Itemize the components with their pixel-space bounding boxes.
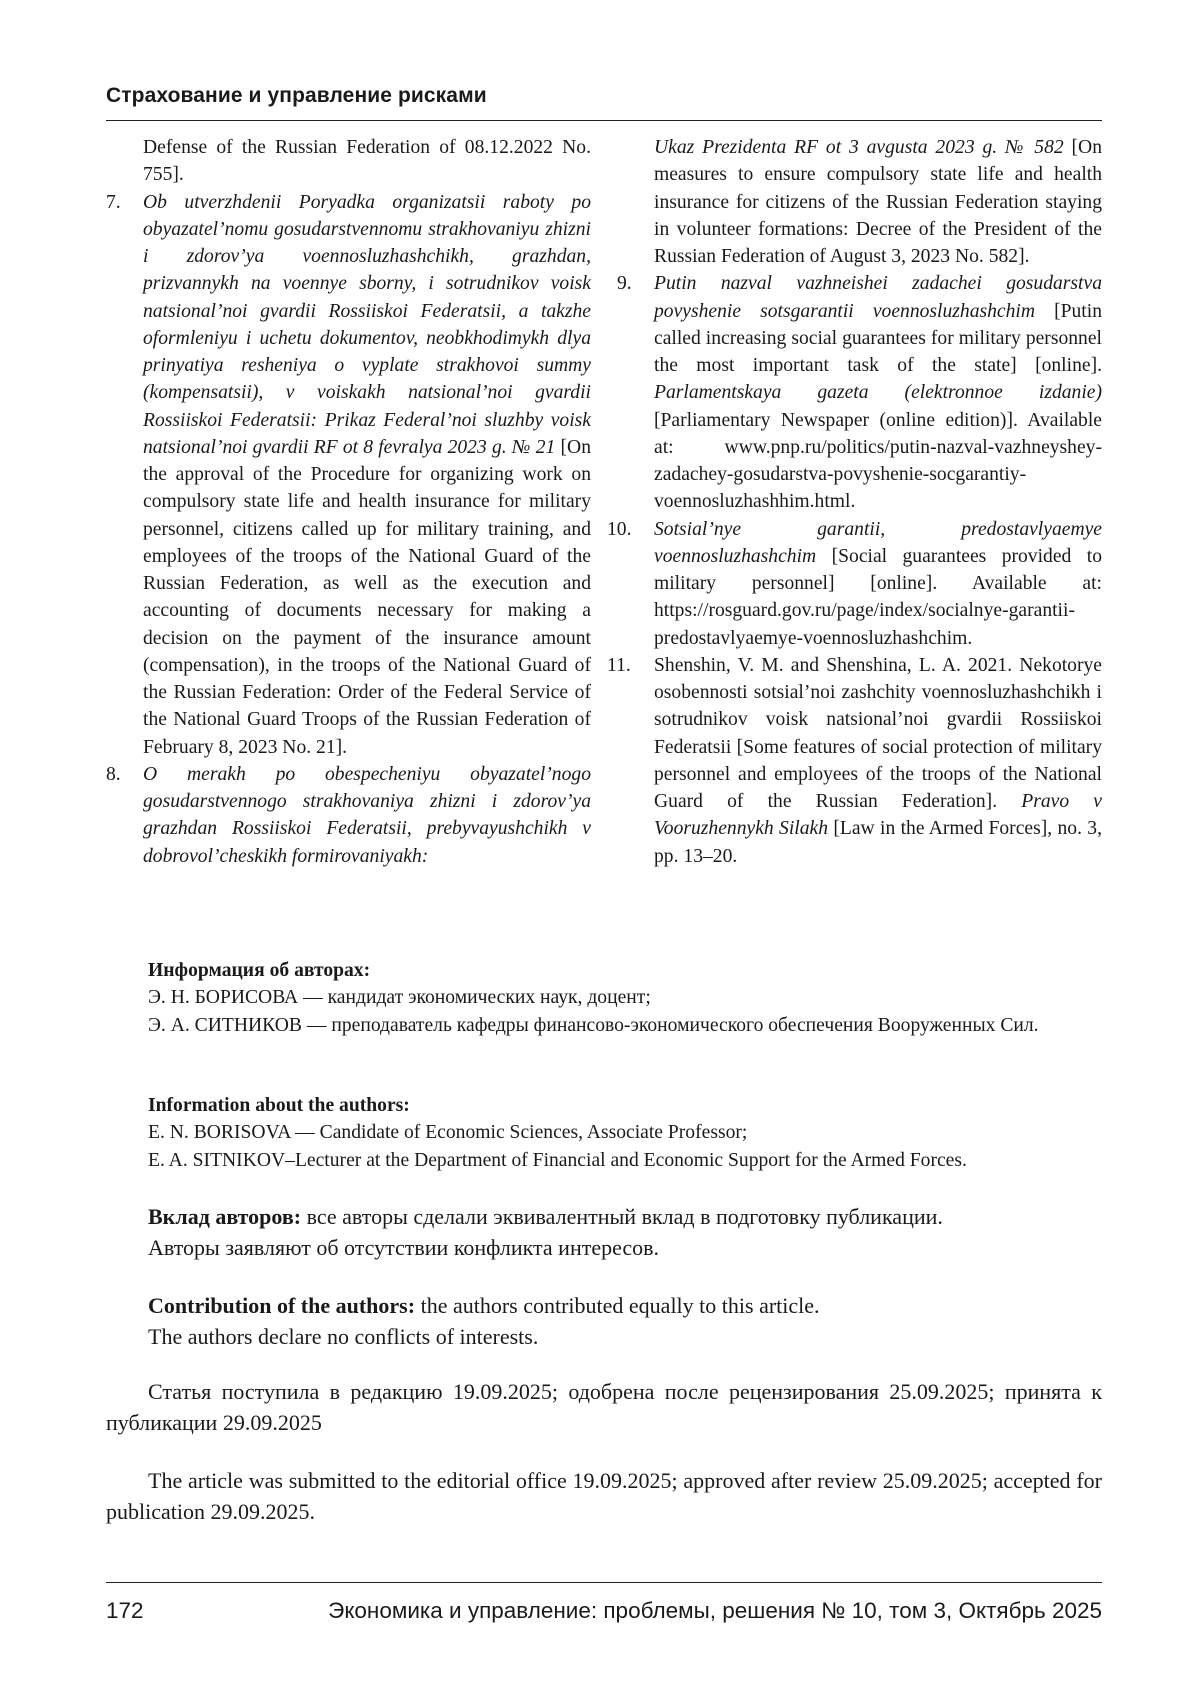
reference-source-title: Parlamentskaya gazeta (elektronnoe izdanie): [654, 382, 1102, 404]
reference-10: [607, 516, 1102, 652]
contribution-label-en: Contribution of the authors:: [148, 1293, 416, 1318]
conflict-statement-en: The authors declare no conflicts of interests.: [148, 1324, 539, 1349]
reference-11: [607, 652, 1103, 870]
article-dates-en: The article was submitted to the editorial office 19.09.2025; approved after review 25.09.2025; accepted for publication 29.09.2025.: [106, 1468, 1102, 1524]
page: [106, 0, 1102, 1698]
header-divider: [106, 120, 1102, 121]
reference-italic-title: O merakh po obespecheniyu obyazatel’nogo gosudarstvennogo strakhovaniya zhizni i zdorov’ya grazhdan Rossiiskoi Federatsii, prebyvayushchikh v dobrovol’cheskikh formirovaniyakh:: [143, 763, 591, 867]
reference-7: [106, 189, 591, 761]
authors-heading-en: Information about the authors:: [148, 1095, 410, 1116]
footer-divider: [106, 1582, 1102, 1583]
reference-8-continuation: [617, 134, 1102, 270]
reference-number: 11.: [607, 654, 631, 676]
reference-italic-title: Sotsial’nye garantii, predostavlyaemye voennosluzhashchim: [654, 518, 1102, 567]
reference-number: 9.: [617, 273, 632, 295]
references-left-column: [106, 134, 591, 870]
journal-issue: Экономика и управление: проблемы, решения № 10, том 3, Октябрь 2025: [328, 1598, 1102, 1623]
author-line-1-en: E. N. BORISOVA — Candidate of Economic Sciences, Associate Professor;: [148, 1122, 748, 1144]
reference-8: [106, 761, 591, 870]
reference-9: [617, 270, 1102, 515]
reference-text: Shenshin, V. M. and Shenshina, L. A. 2021. Nekotorye osobennosti sotsial’noi zashchity voennosluzhashchikh i sotrudnikov voisk natsional’noi gvardii Rossiiskoi Federatsii [Some features of social protection of military personnel and employees of the troops of the National Guard of the Russian Federation].: [654, 654, 1102, 812]
references-right-column: [607, 134, 1103, 870]
reference-source-details: [Parliamentary Newspaper (online edition)]. Available at: www.pnp.ru/politics/putin-nazval-vazhneyshey-zadachey-gosudarstva-povyshenie-socgarantiy-voennosluzhashhim.html.: [654, 409, 1102, 513]
reference-number: 8.: [106, 763, 121, 785]
author-line-2-en: E. A. SITNIKOV–Lecturer at the Department of Financial and Economic Support for the Armed Forces.: [148, 1149, 967, 1171]
reference-italic-title: Ob utverzhdenii Poryadka organizatsii raboty po obyazatel’nomu gosudarstvennomu strakhovaniyu zhizni i zdorov’ya voennosluzhashchikh, grazhdan, prizvannykh na voennye sborny, i sotrudnikov voisk natsional’noi gvardii Rossiiskoi Federatsii, a takzhe oformleniyu i uchetu dokumentov, neobkhodimykh dlya prinyatiya resheniya o vyplate strakhovoi summy (kompensatsii), v voiskakh natsional’noi gvardii Rossiiskoi Federatsii: Prikaz Federal’noi sluzhby voisk natsional’noi gvardii RF ot 8 fevralya 2023 g. № 21: [143, 191, 591, 458]
reference-italic-title: Ukaz Prezidenta RF ot 3 avgusta 2023 g. № 582: [654, 137, 1064, 158]
article-dates-ru: Статья поступила в редакцию 19.09.2025; одобрена после рецензирования 25.09.2025; принята к публикации 29.09.2025: [106, 1379, 1102, 1435]
reference-translation: [Putin called increasing social guarantees for military personnel the most important task of the state] [online].: [654, 300, 1102, 376]
author-line-2-ru: Э. А. СИТНИКОВ — преподаватель кафедры финансово-экономического обеспечения Вооруженных Сил.: [148, 1014, 1039, 1036]
reference-number: 7.: [106, 191, 121, 213]
contribution-text-en: the authors contributed equally to this article.: [415, 1293, 820, 1318]
authors-heading-ru: Информация об авторах:: [148, 960, 371, 981]
page-number: 172: [106, 1598, 144, 1623]
contribution-en: [106, 1290, 1102, 1352]
reference-translation: [On measures to ensure compulsory state life and health insurance for citizens of the Russian Federation staying in volunteer formations: Decree of the President of the Russian Federation of August 3, 2023 No. 582].: [654, 137, 1102, 267]
authors-info-en: [106, 1092, 1102, 1174]
reference-source-details: [Law in the Armed Forces], no. 3, pp. 13–20.: [654, 818, 1102, 867]
reference-source-title: Pravo v Vooruzhennykh Silakh: [654, 791, 1103, 840]
reference-translation: [Social guarantees provided to military personnel] [online]. Available at: https://rosguard.gov.ru/page/index/socialnye-garantii-predostavlyaemye-voennosluzhashchim.: [654, 545, 1102, 649]
contribution-text-ru: все авторы сделали эквивалентный вклад в подготовку публикации.: [301, 1204, 943, 1229]
contribution-ru: [106, 1201, 1102, 1263]
author-line-1-ru: Э. Н. БОРИСОВА — кандидат экономических наук, доцент;: [148, 987, 651, 1009]
section-title: Страхование и управление рисками: [106, 84, 487, 107]
authors-info-ru: [106, 957, 1102, 1039]
reference-translation: [On the approval of the Procedure for organizing work on compulsory state life and health insurance for military personnel, citizens called up for military training, and employees of the troops of the National Guard of the Russian Federation, as well as the execution and accounting of documents necessary for making a decision on the payment of the insurance amount (compensation), in the troops of the National Guard of the Russian Federation: Order of the Federal Service of the National Guard Troops of the Russian Federation of February 8, 2023 No. 21].: [143, 436, 591, 758]
contribution-label-ru: Вклад авторов:: [148, 1204, 302, 1229]
reference-6-continuation: Defense of the Russian Federation of 08.12.2022 No. 755].: [143, 137, 591, 186]
reference-italic-title: Putin nazval vazhneishei zadachei gosudarstva povyshenie sotsgarantii voennosluzhashchim: [654, 273, 1102, 322]
reference-number: 10.: [607, 518, 632, 540]
conflict-statement-ru: Авторы заявляют об отсутствии конфликта интересов.: [148, 1235, 660, 1260]
